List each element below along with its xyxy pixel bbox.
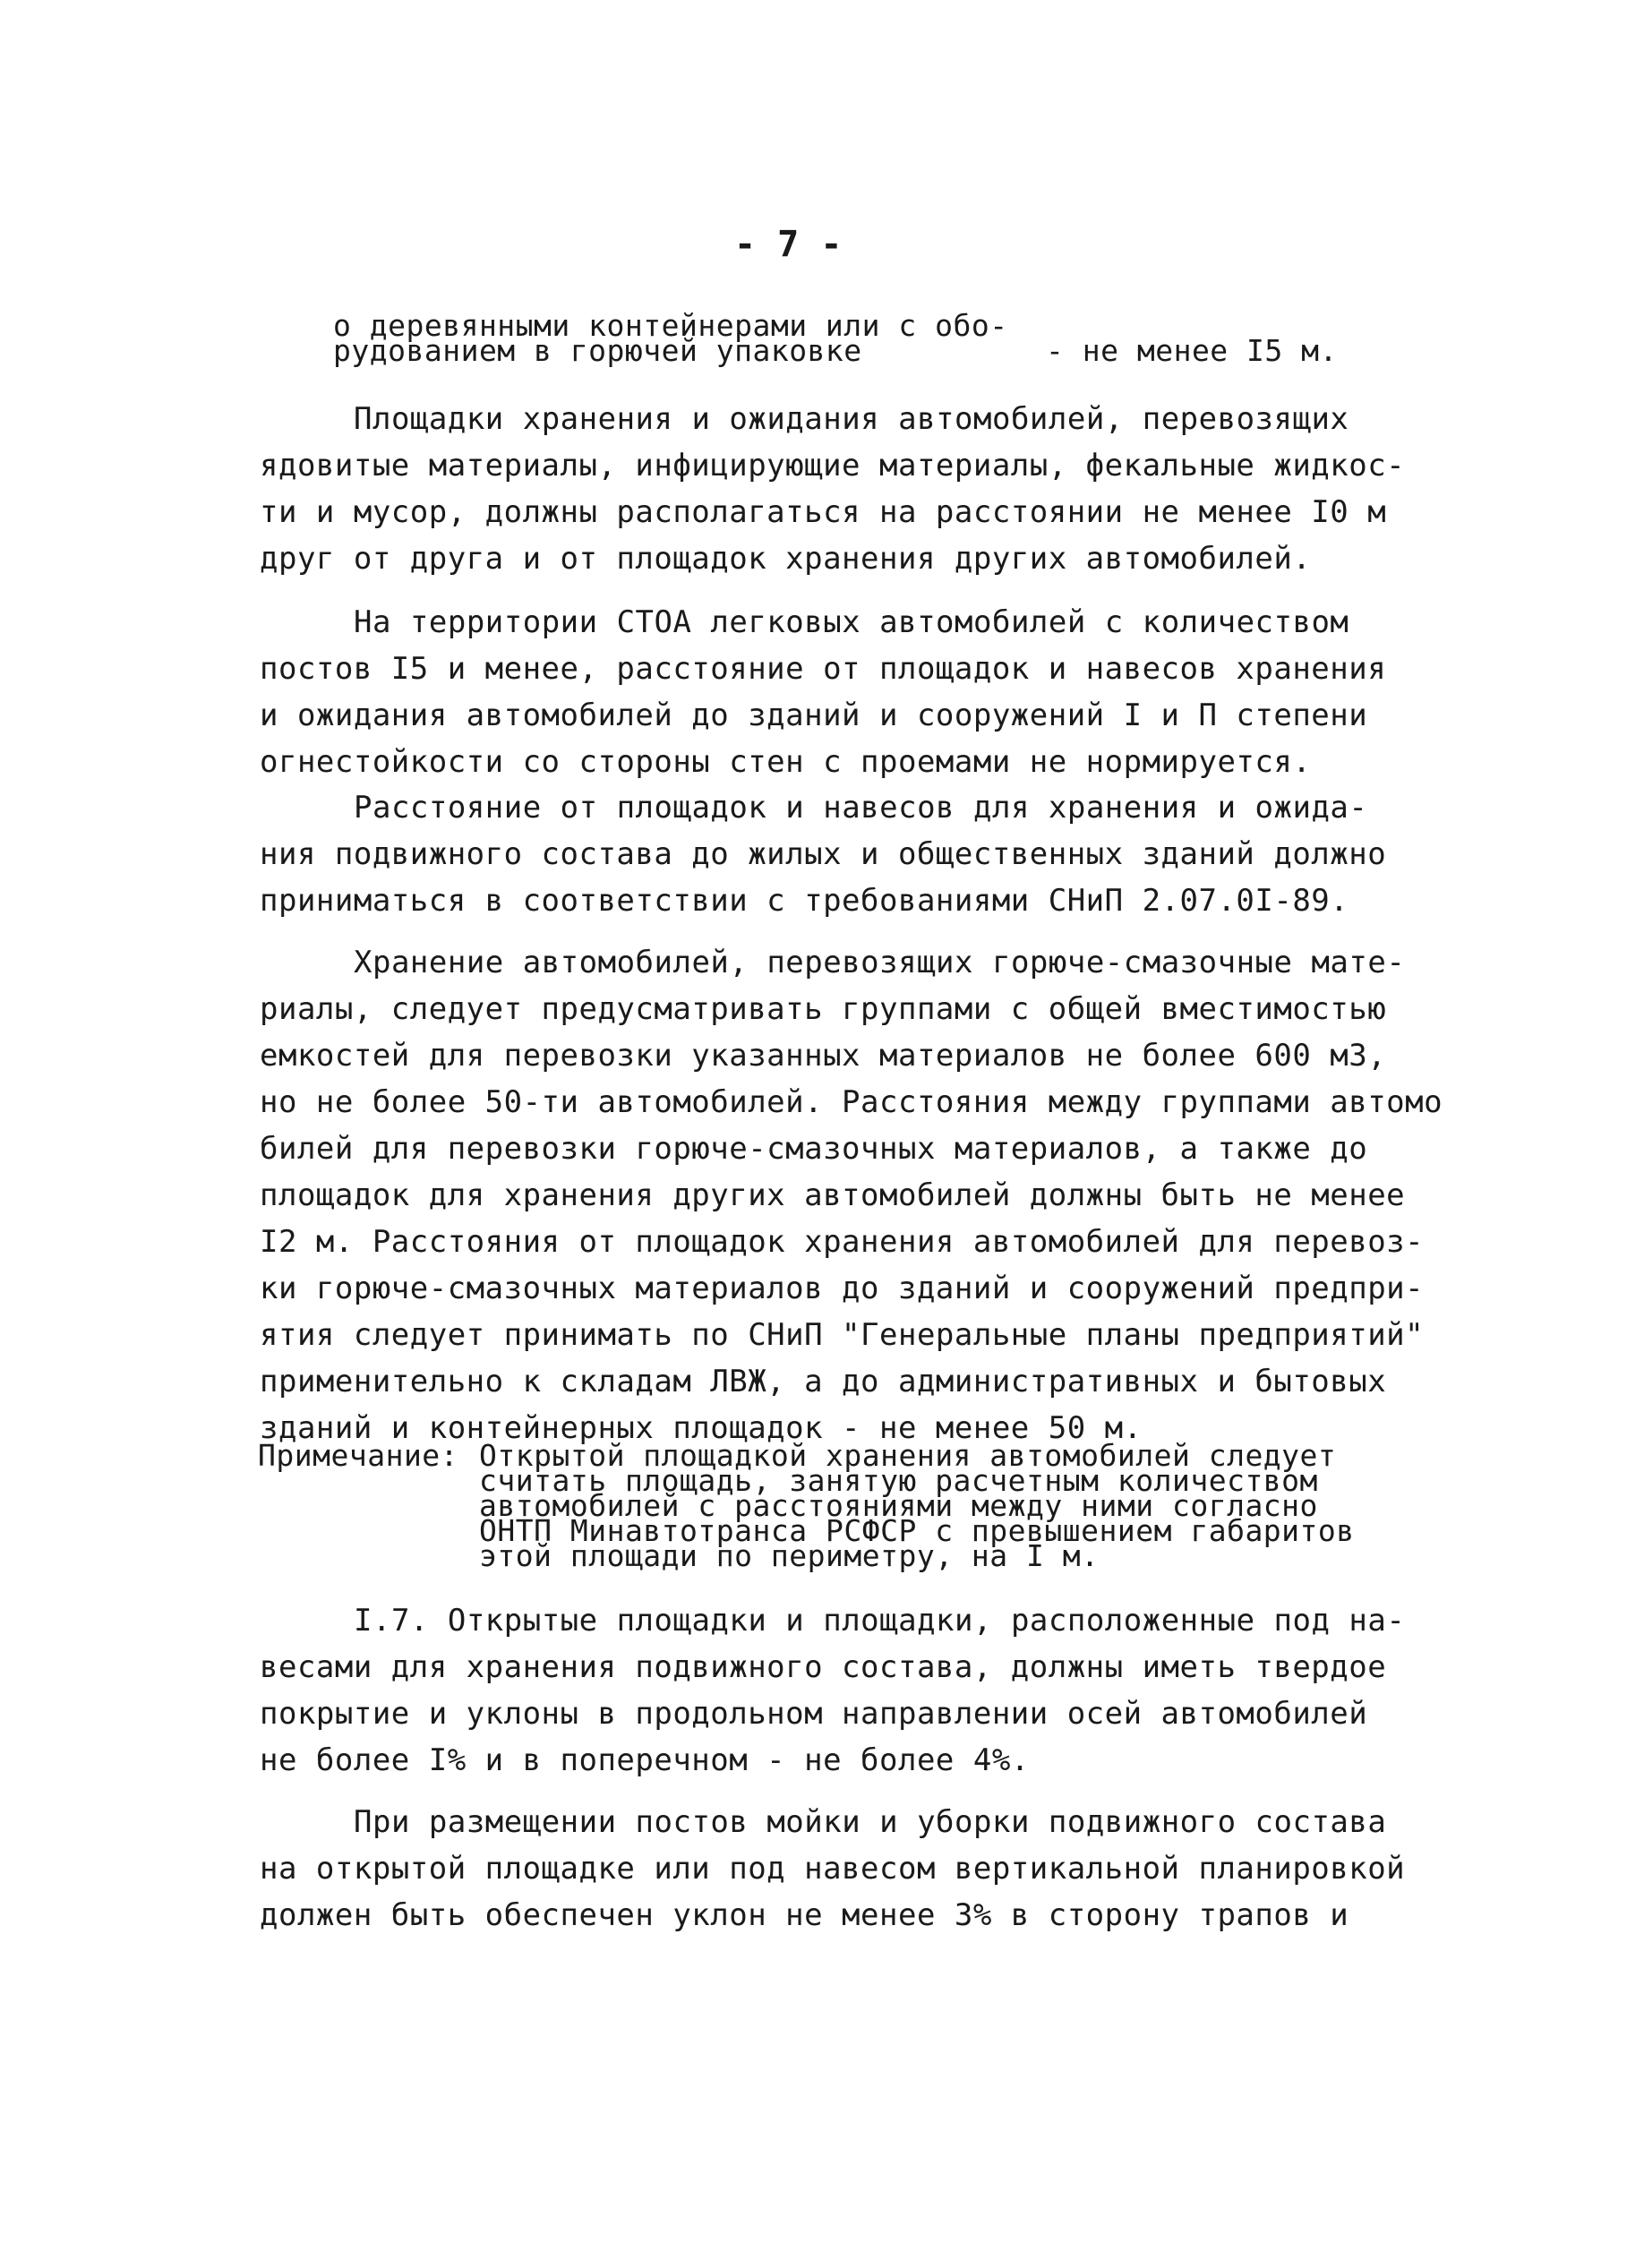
para-1-line-2: ядовитые материалы, инфицирующие материалы, фекальные жидкос- <box>260 448 1406 484</box>
para-1-line-4: друг от друга и от площадок хранения других автомобилей. <box>260 541 1312 577</box>
page-number: - 7 - <box>734 224 843 265</box>
para-1-line-3: ти и мусор, должны располагаться на расстоянии не менее I0 м <box>260 494 1387 530</box>
para-2-line-2: постов I5 и менее, расстояние от площадок и навесов хранения <box>260 651 1387 687</box>
final-para-line-3: должен быть обеспечен уклон не менее 3% в сторону трапов и <box>260 1897 1349 1933</box>
section-1-7-line-4: не более I% и в поперечном - не более 4%. <box>260 1742 1030 1778</box>
section-1-7-line-1: I.7. Открытые площадки и площадки, расположенные под на- <box>354 1603 1406 1639</box>
para-3-line-2: ния подвижного состава до жилых и общественных зданий должно <box>260 836 1387 872</box>
para-4-line-11: зданий и контейнерных площадок - не менее 50 м. <box>260 1410 1143 1446</box>
para-4-line-9: ятия следует принимать по СНиП "Генеральные планы предприятий" <box>260 1317 1425 1353</box>
para-4-line-10: применительно к складам ЛВЖ, а до административных и бытовых <box>260 1364 1387 1399</box>
note-line-3: автомобилей с расстояниями между ними согласно <box>479 1488 1318 1523</box>
note-line-5: этой площади по периметру, на I м. <box>479 1538 1100 1573</box>
section-1-7-line-3: покрытие и уклоны в продольном направлении осей автомобилей <box>260 1696 1368 1732</box>
final-para-line-1: При размещении постов мойки и уборки подвижного состава <box>354 1804 1387 1840</box>
para-3-line-3: приниматься в соответствии с требованиями СНиП 2.07.0I-89. <box>260 883 1349 919</box>
para-2-line-1: На территории СТОА легковых автомобилей с количеством <box>354 604 1349 640</box>
para-4-line-7: I2 м. Расстояния от площадок хранения автомобилей для перевоз- <box>260 1224 1425 1260</box>
intro-value: - не менее I5 м. <box>1046 333 1338 368</box>
note-line-1: Открытой площадкой хранения автомобилей следует <box>479 1438 1337 1473</box>
para-2-line-4: огнестойкости со стороны стен с проемами не нормируется. <box>260 744 1312 780</box>
para-2-line-3: и ожидания автомобилей до зданий и сооружений I и П степени <box>260 698 1368 733</box>
note-line-2: считать площадь, занятую расчетным количеством <box>479 1463 1318 1498</box>
para-4-line-3: емкостей для перевозки указанных материалов не более 600 м3, <box>260 1038 1387 1074</box>
section-1-7-line-2: весами для хранения подвижного состава, должны иметь твердое <box>260 1649 1387 1685</box>
para-1-line-1: Площадки хранения и ожидания автомобилей, перевозящих <box>354 401 1349 437</box>
para-3-line-1: Расстояние от площадок и навесов для хранения и ожида- <box>354 790 1368 826</box>
para-4-line-1: Хранение автомобилей, перевозящих горюче-смазочные мате- <box>354 945 1406 980</box>
para-4-line-2: риалы, следует предусматривать группами с общей вместимостью <box>260 991 1387 1027</box>
final-para-line-2: на открытой площадке или под навесом вертикальной планировкой <box>260 1851 1406 1887</box>
intro-line-1: о деревянными контейнерами или с обо- <box>333 308 1008 343</box>
para-4-line-6: площадок для хранения других автомобилей должны быть не менее <box>260 1177 1406 1213</box>
para-4-line-4: но не более 50-ти автомобилей. Расстояния между группами автомо <box>260 1084 1443 1120</box>
intro-line-2: рудованием в горючей упаковке <box>333 333 862 368</box>
note-label: Примечание: <box>258 1438 459 1473</box>
note-line-4: ОНТП Минавтотранса РСФСР с превышением габаритов <box>479 1513 1355 1548</box>
para-4-line-5: билей для перевозки горюче-смазочных материалов, а также до <box>260 1131 1368 1167</box>
para-4-line-8: ки горюче-смазочных материалов до зданий и сооружений предпри- <box>260 1271 1425 1306</box>
